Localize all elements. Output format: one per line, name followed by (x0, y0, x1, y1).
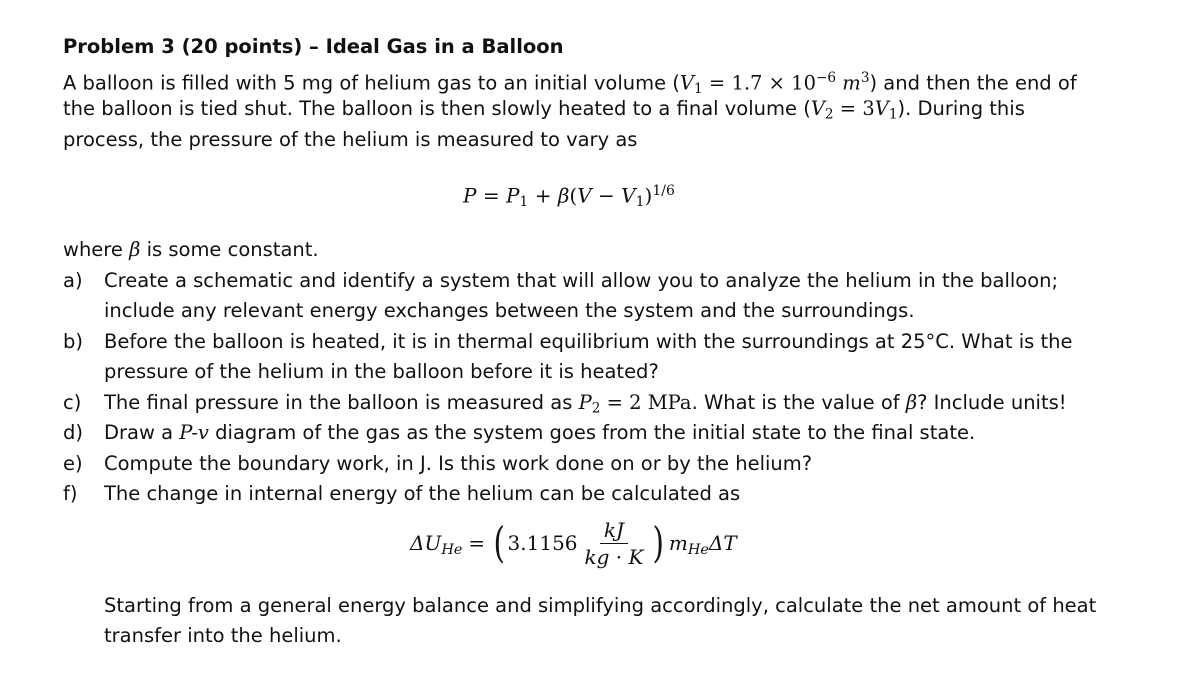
item-d-text: Draw a P-v diagram of the gas as the system goes from the initial state to the final state. (104, 421, 976, 444)
internal-energy-equation: ΔU He = ( 3.1156 $\frac{kJ}{kg \cdot K}$ ) m He ΔT (410, 517, 737, 569)
intro-line-1: A balloon is filled with 5 mg of helium gas to an initial volume ($V_1 = 1.7 \times 10^{-6}$ $m^3$) and then the end of (63, 70, 1077, 97)
item-a-line-2: include any relevant energy exchanges between the system and the surroundings. (104, 299, 915, 322)
item-c-label: c) (63, 391, 82, 414)
where-line: where β is some constant. (63, 238, 319, 261)
item-e-label: e) (63, 452, 83, 475)
intro-line-3: process, the pressure of the helium is measured to vary as (63, 128, 638, 151)
item-f-label: f) (63, 482, 78, 505)
item-a-label: a) (63, 269, 83, 292)
item-f-text: The change in internal energy of the helium can be calculated as (104, 482, 741, 505)
problem-title: Problem 3 (20 points) – Ideal Gas in a Balloon (63, 35, 564, 58)
item-b-line-1: Before the balloon is heated, it is in thermal equilibrium with the surroundings at 25°C. What is the (104, 330, 1073, 353)
closing-line-1: Starting from a general energy balance and simplifying accordingly, calculate the net amount of heat (104, 594, 1097, 617)
item-c-text: The final pressure in the balloon is measured as $P_2 = 2$ MPa. What is the value of β? Include units! (104, 391, 1067, 417)
pressure-equation: $P = P_1 + \beta(V - V_1)^{1/6}$ (463, 183, 675, 211)
unit-fraction: $\frac{kJ}{kg \cdot K}$ (584, 517, 644, 569)
closing-line-2: transfer into the helium. (104, 624, 342, 647)
item-d-label: d) (63, 421, 83, 444)
item-e-text: Compute the boundary work, in J. Is this work done on or by the helium? (104, 452, 813, 475)
item-a-line-1: Create a schematic and identify a system that will allow you to analyze the helium in the balloon; (104, 269, 1059, 292)
item-b-line-2: pressure of the helium in the balloon before it is heated? (104, 360, 659, 383)
intro-line-2: the balloon is tied shut. The balloon is then slowly heated to a final volume $(V_2 = 3V_1)$. During this (63, 97, 1025, 123)
item-b-label: b) (63, 330, 83, 353)
